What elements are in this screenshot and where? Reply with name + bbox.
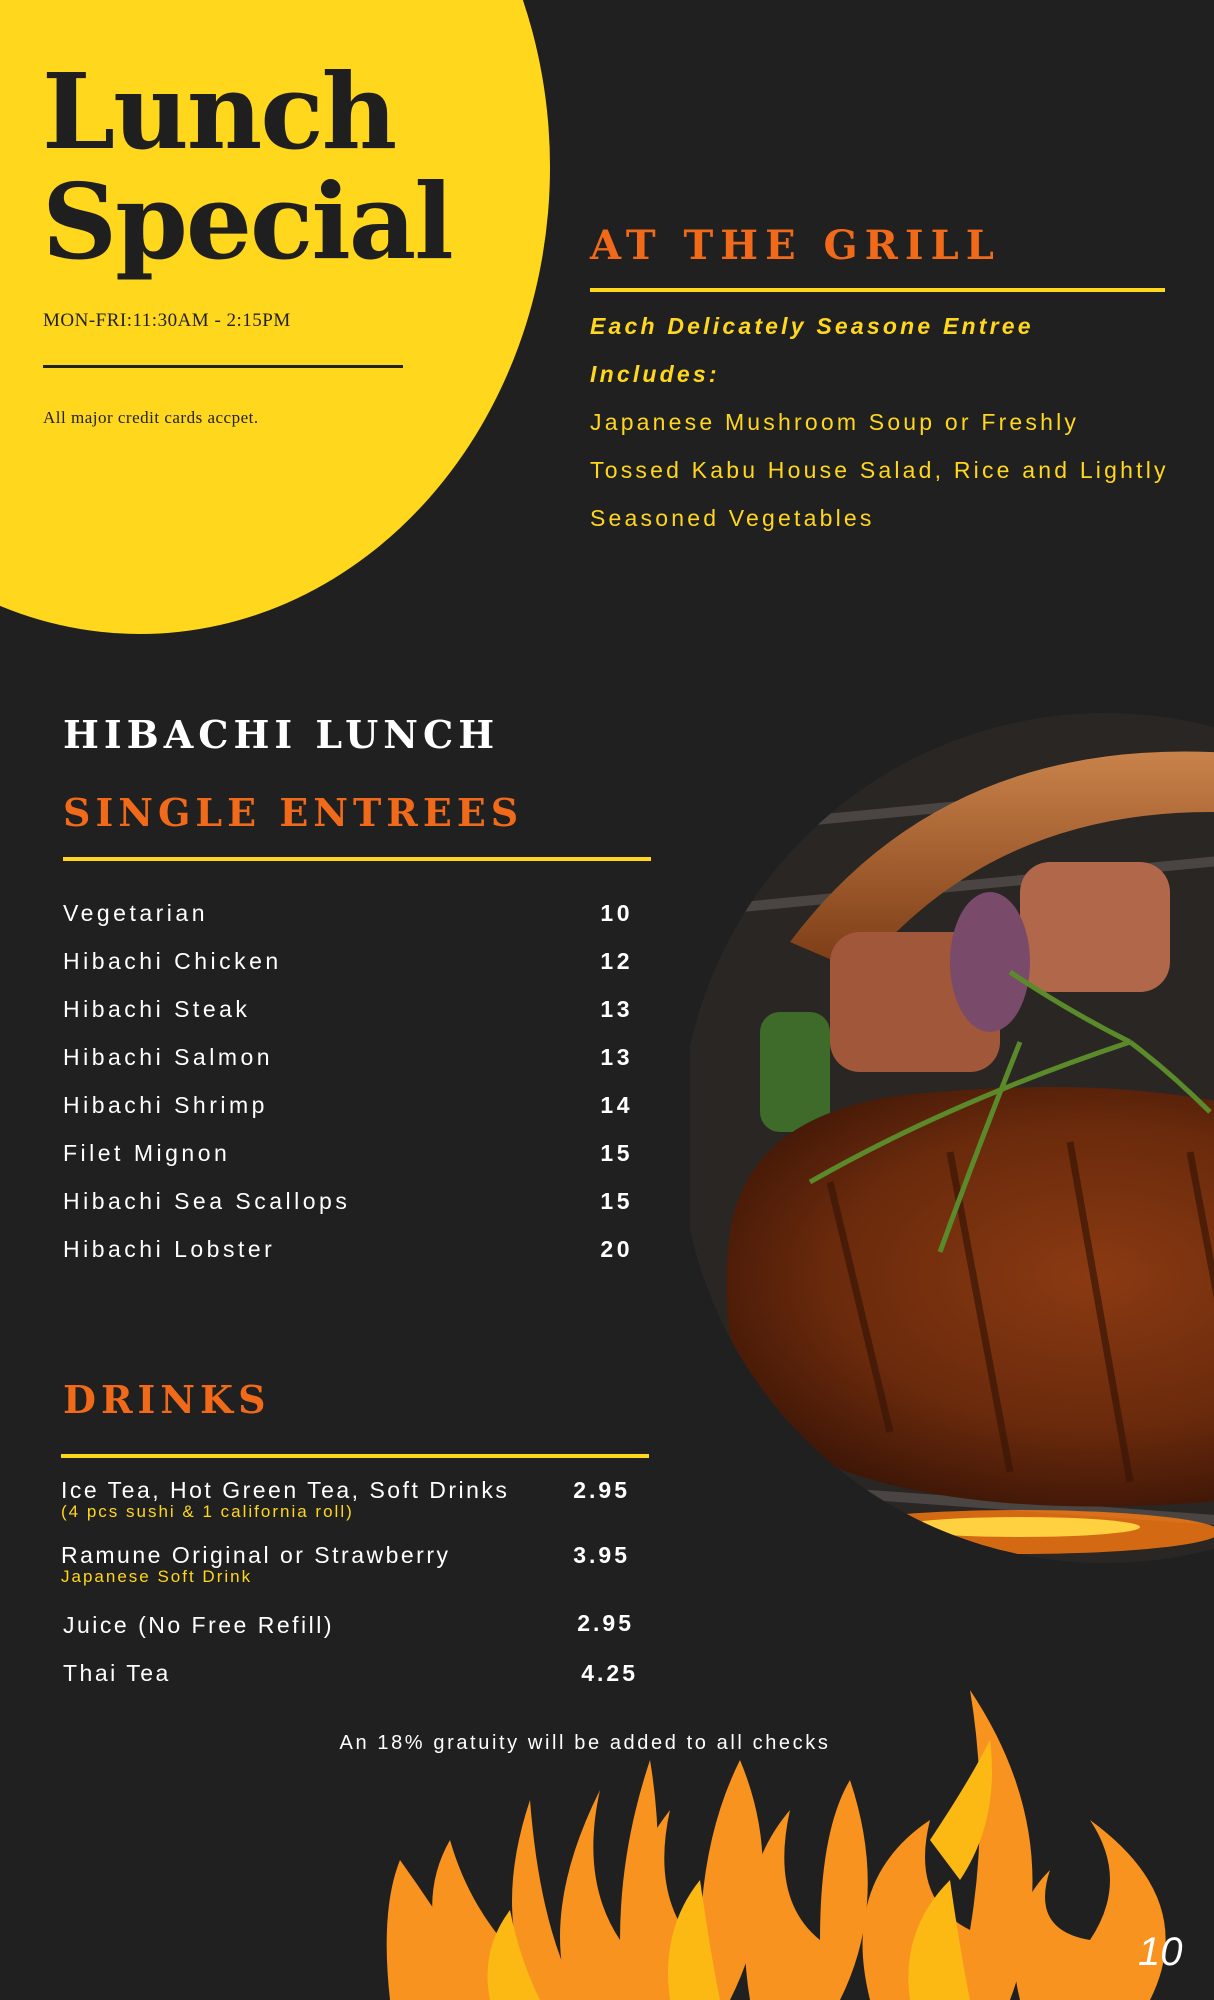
menu-item bbox=[63, 900, 633, 940]
drink-item-name: Ramune Original or Strawberry bbox=[61, 1542, 451, 1568]
page-title-line1: Lunch bbox=[42, 50, 396, 173]
grilled-meat-photo bbox=[690, 712, 1214, 1564]
drink-item-note: (4 pcs sushi & 1 california roll) bbox=[61, 1502, 354, 1521]
hibachi-title: HIBACHI LUNCH bbox=[63, 712, 500, 757]
menu-item-name: Hibachi Salmon bbox=[63, 1044, 274, 1070]
menu-item-name: Vegetarian bbox=[63, 900, 208, 926]
drink-item bbox=[63, 1612, 638, 1639]
menu-item-name: Hibachi Shrimp bbox=[63, 1092, 268, 1118]
drink-item bbox=[61, 1542, 636, 1587]
gratuity-note: An 18% gratuity will be added to all checks bbox=[339, 1732, 831, 1754]
drinks-divider bbox=[61, 1454, 649, 1458]
drink-item-note: Japanese Soft Drink bbox=[61, 1567, 253, 1586]
grill-intro-line2: Includes: bbox=[590, 361, 720, 387]
menu-item-name: Filet Mignon bbox=[63, 1140, 231, 1166]
menu-item-price: 15 bbox=[600, 1140, 633, 1166]
drinks-title: DRINKS bbox=[63, 1377, 271, 1422]
menu-item bbox=[63, 996, 633, 1036]
drink-item bbox=[61, 1477, 636, 1522]
menu-item-price: 15 bbox=[600, 1188, 633, 1214]
drink-item-name: Ice Tea, Hot Green Tea, Soft Drinks bbox=[61, 1477, 510, 1503]
menu-item bbox=[63, 1092, 633, 1132]
drink-item-name: Juice (No Free Refill) bbox=[63, 1612, 334, 1638]
menu-item-price: 10 bbox=[600, 900, 633, 926]
credit-card-note: All major credit cards accpet. bbox=[43, 408, 259, 427]
menu-item-price: 13 bbox=[600, 1044, 633, 1070]
drink-item-name: Thai Tea bbox=[63, 1660, 171, 1686]
menu-item bbox=[63, 1140, 633, 1180]
menu-item bbox=[63, 948, 633, 988]
grill-description-block bbox=[590, 302, 1170, 542]
grill-divider bbox=[590, 288, 1165, 292]
menu-item bbox=[63, 1044, 633, 1084]
header-divider bbox=[43, 365, 403, 368]
drink-item-price: 3.95 bbox=[573, 1542, 630, 1568]
menu-item-price: 20 bbox=[600, 1236, 633, 1262]
menu-item-name: Hibachi Chicken bbox=[63, 948, 282, 974]
menu-item-price: 13 bbox=[600, 996, 633, 1022]
drink-item-price: 4.25 bbox=[581, 1660, 638, 1686]
single-entrees-title: SINGLE ENTREES bbox=[63, 790, 524, 835]
flames-decoration bbox=[370, 1680, 1214, 2000]
grill-title: AT THE GRILL bbox=[590, 222, 1001, 269]
menu-item-name: Hibachi Lobster bbox=[63, 1236, 276, 1262]
drink-item-price: 2.95 bbox=[577, 1610, 634, 1636]
page-number: 10 bbox=[1138, 1930, 1183, 1974]
page-title-line2: Special bbox=[42, 160, 452, 283]
menu-item bbox=[63, 1236, 633, 1276]
menu-item bbox=[63, 1188, 633, 1228]
menu-item-name: Hibachi Steak bbox=[63, 996, 251, 1022]
menu-item-price: 12 bbox=[600, 948, 633, 974]
grill-intro-line1: Each Delicately Seasone Entree bbox=[590, 313, 1034, 339]
menu-item-price: 14 bbox=[600, 1092, 633, 1118]
opening-hours: MON-FRI:11:30AM - 2:15PM bbox=[43, 310, 291, 331]
drink-item-price: 2.95 bbox=[573, 1477, 630, 1503]
menu-item-name: Hibachi Sea Scallops bbox=[63, 1188, 351, 1214]
entrees-divider bbox=[63, 857, 651, 861]
grill-description: Japanese Mushroom Soup or Freshly Tossed Kabu House Salad, Rice and Lightly Seasoned Vegetables bbox=[590, 409, 1169, 531]
